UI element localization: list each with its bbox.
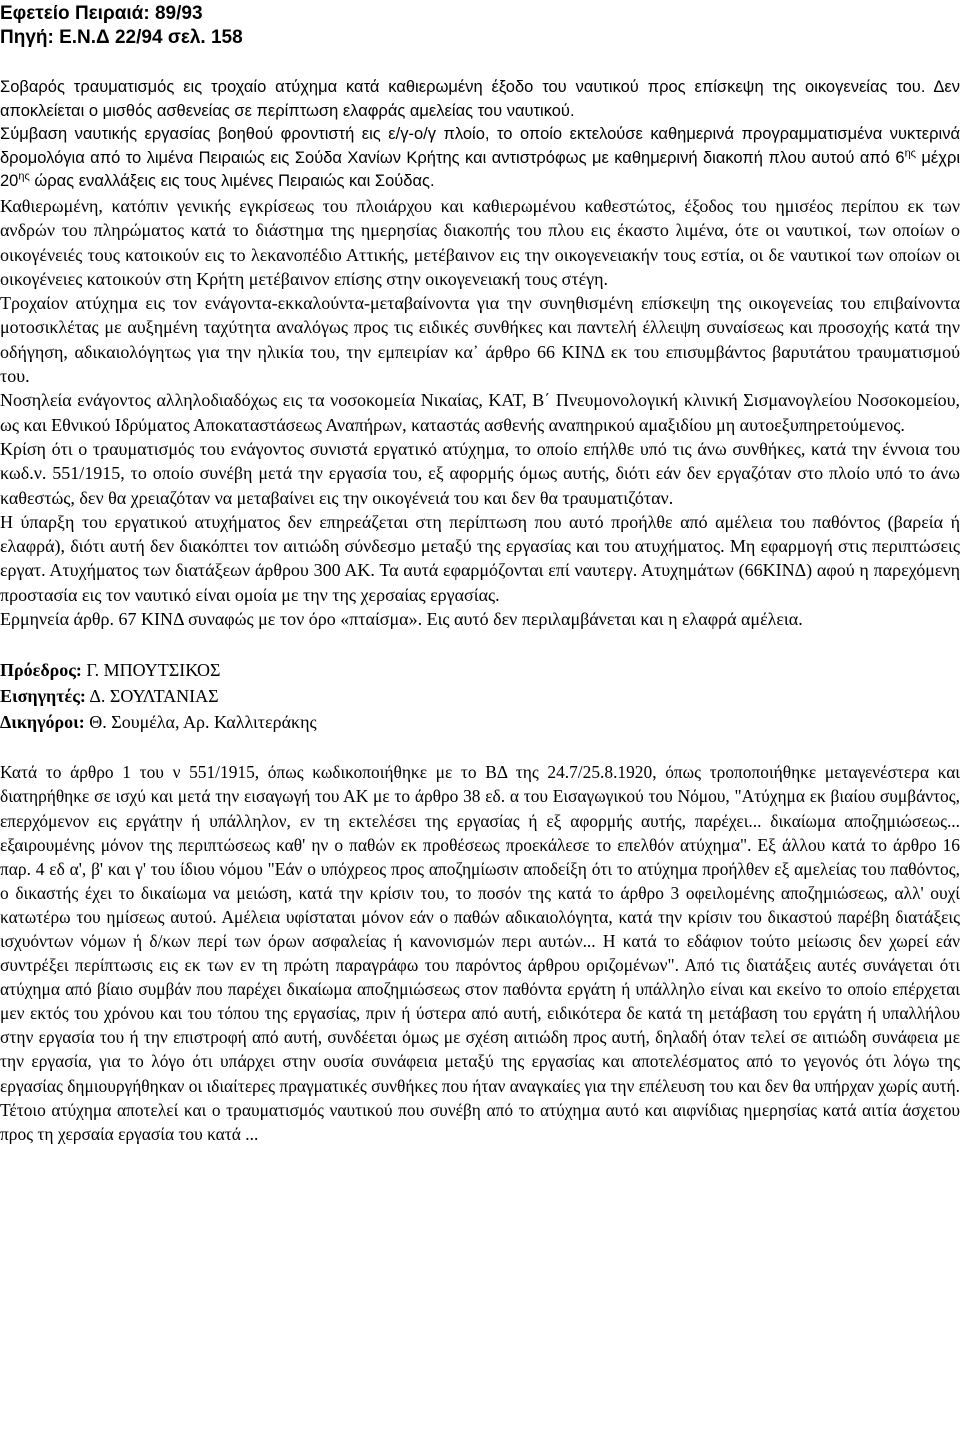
body-paragraph: Καθιερωμένη, κατόπιν γενικής εγκρίσεως του πλοιάρχου και καθιερωμένου καθεστώτος, έξοδος του ημισέος περίπου εκ των ανδρών του πληρώματος κατά το διάστημα της ημερησίας διακοπής του πλου εις έκαστο λιμένα, ότε οι ναυτικοί, των οποίων ο οικογένειές τους κατοικούν εις το λεκανοπέδιο Αττικής, μετέβαινον εις την οικογενειακήν τους εστία, οι δε ναυτικοί των οποίων οι οικογένειες κατοικούν στη Κρήτη μετέβαινον επίσης στην οικογενειακή τους στέγη. — [0, 195, 960, 289]
role-label: Δικηγόροι: — [0, 712, 85, 733]
president-line — [0, 657, 960, 683]
role-value: Θ. Σουμέλα, Αρ. Καλλιτεράκης — [84, 712, 317, 733]
role-value: Γ. ΜΠΟΥΤΣΙΚΟΣ — [81, 660, 221, 681]
role-value: Δ. ΣΟΥΛΤΑΝΙΑΣ — [85, 686, 219, 707]
summary-paragraph-2 — [0, 123, 960, 194]
court-reference: Εφετείο Πειραιά: 89/93 — [0, 3, 203, 24]
source-reference: Πηγή: Ε.Ν.Δ 22/94 σελ. 158 — [0, 27, 243, 48]
summary-text: ώρας εναλλάξεις εις τους λιμένες Πειραιώς και Σούδας. — [29, 172, 435, 191]
summary-text: μέχρι 20 — [0, 148, 960, 191]
body-paragraph: Η ύπαρξη του εργατικού ατυχήματος δεν επηρεάζεται στη περίπτωση που αυτό προήλθε από αμέλεια του παθόντος (βαρεία ή ελαφρά), διότι αυτή δεν διακόπτει τον αιτιώδη σύνδεσμο μεταξύ της εργασίας και του ατυχήματος. Μη εφαρμογή στις περιπτώσεις εργατ. Ατυχήματος των διατάξεων άρθρου 300 ΑΚ. Τα αυτά εφαρμόζονται επί ναυτεργ. Ατυχημάτων (66ΚΙΝΔ) αφού η παρεχόμενη προστασία εις τον ναυτικό είναι ομοία με την της χερσαίας εργασίας. — [0, 511, 960, 605]
body-paragraph: Νοσηλεία ενάγοντος αλληλοδιαδόχως εις τα νοσοκομεία Νικαίας, ΚΑΤ, Β΄ Πνευμονολογική κλινική Σισμανογλείου Νοσοκομείου, ως και Εθνικού Ιδρύματος Αποκαταστάσεως Αναπήρων, καταστάς ασθενής αναπηρικού αμαξιδίου μη αυτοεξυπηρετούμενος. — [0, 390, 960, 435]
decision-text: Κατά το άρθρο 1 του ν 551/1915, όπως κωδικοποιήθηκε με το ΒΔ της 24.7/25.8.1920, όπως τροποποιήθηκε μεταγενέστερα και διατηρήθηκε σε ισχύ και μετά την εισαγωγή του ΑΚ με το άρθρο 38 εδ. α του Εισαγωγικού του Νόμου, "Ατύχημα εκ βιαίου συμβάντος, επερχόμενον εις εργάτην ή υπάλληλον, εν τη εκτελέσει της εργασίας ή εξ αφορμής αυτής, παρέχει... δικαίωμα αποζημιώσεως... εξαιρουμένης μόνον της περιπτώσεως καθ' ην ο παθών εκ προθέσεως προεκάλεσε το επελθόν ατύχημα". Εξ άλλου κατά το άρθρο 16 παρ. 4 εδ α', β' και γ' του ίδιου νόμου "Εάν ο υπόχρεος προς αποζημίωσιν αποδείξη ότι το ατύχημα προήλθεν εξ αμελείας του παθόντος, ο δικαστής έχει το δικαίωμα να μειώση, κατά την κρίσιν του, το ποσόν της κατά το άρθρο 3 οφειλομένης αποζημιώσεως, αλλ' ουχί κατωτέρω του ημίσεως αυτού. Αμέλεια υφίσταται μόνον εάν ο παθών αδικαιολόγητα, κατά την κρίσιν του δικαστού παρέβη διατάξεις ισχυόντων νόμων ή δ/κων περί των όρων ασφαλείας ή κανονισμών περι αυτών... Η κατά το εδάφιον τούτο μείωσις δεν χωρεί εάν συντρέξει περίπτωσις εις εκ των εν τη πρώτη παραγράφω του παρόντος άρθρου οριζομένων". Από τις διατάξεις αυτές συνάγεται ότι ατύχημα από βίαιο συμβάν που παρέχει δικαίωμα αποζημιώσεως στον παθόντα εργάτη ή υπάλληλο είναι και εκείνο το οποίο επέρχεται μεν εκτός του χρόνου και του τόπου της εργασίας, πριν ή ύστερα από αυτή, ειδικότερα δε κατά τη μετάβαση του εργάτη ή υπαλλήλου στην εργασία του ή την επιστροφή από αυτή, συνδέεται όμως με σχέση αιτιώδη προς αυτή, δηλαδή όταν τελεί σε αιτιώδη συνάφεια με την εργασία, για το λόγο ότι υπάρχει στην ουσία συνάφεια μεταξύ της εργασίας και αποτελέσματος από το γεγονός ότι λόγω της εργασίας δημιουργήθηκαν οι ιδιαίτερες πραγματικές συνθήκες που ήταν αναγκαίες για την επέλευση του και δεν θα υπήρχαν χωρίς αυτή. Τέτοιο ατύχημα αποτελεί και ο τραυματισμός ναυτικού που συνέβη από το ατύχημα αυτό και αιφνίδιας ημερησίας κατά αιτία άσχετου προς τη χερσαία εργασία του κατά ... — [0, 762, 960, 1144]
role-label: Εισηγητές: — [0, 686, 86, 707]
spacer — [0, 631, 960, 657]
summary-text: Σύμβαση ναυτικής εργασίας βοηθού φροντιστή εις ε/γ-ο/γ πλοίο, το οποίο εκτελούσε καθημερινά προγραμματισμένα νυκτερινά δρομολόγια από το λιμένα Πειραιώς εις Σούδα Χανίων Κρήτης και αντιστρόφως με καθημερινή διακοπή πλου αυτού από 6 — [0, 125, 960, 167]
spacer — [0, 50, 960, 76]
role-label: Πρόεδρος: — [0, 660, 82, 681]
lawyers-line — [0, 709, 960, 735]
body-paragraph: Κρίση ότι ο τραυματισμός του ενάγοντος συνιστά εργατικό ατύχημα, το οποίο επήλθε υπό τις άνω συνθήκες, κατά την έννοια του κωδ.ν. 551/1915, το οποίο συνέβη μετά την εργασία του, εξ αφορμής όμως αυτής, διότι εάν δεν εργαζόταν στο πλοίο υπό το άνω καθεστώς, δεν θα χρειαζόταν να μεταβαίνει εις την οικογένειά του και δεν θα τραυματιζόταν. — [0, 438, 960, 508]
body-paragraph: Τροχαίον ατύχημα εις τον ενάγοντα-εκκαλούντα-μεταβαίνοντα για την συνηθισμένη επίσκεψη της οικογενείας του επιβαίνοντα μοτοσικλέτας με αυξημένη ταχύτητα αναλόγως προς τις ειδικές συνθήκες και παντελή έλλειψη συναίσεως και προσοχής κατά την οδήγηση, αδικαιολόγητως για την ηλικία του, την εμπειρίαν κα᾽ άρθρο 66 ΚΙΝΔ εκ του επισυμβάντος βαρυτάτου τραυματισμού του. — [0, 293, 960, 387]
ordinal-suffix: ης — [18, 170, 30, 183]
spacer — [0, 735, 960, 760]
rapporteur-line — [0, 683, 960, 709]
summary-paragraph-1: Σοβαρός τραυματισμός εις τροχαίο ατύχημα κατά καθιερωμένη έξοδο του ναυτικού προς επίσκεψη της οικογενείας του. Δεν αποκλείεται ο μισθός ασθενείας σε περίπτωση ελαφράς αμελείας του ναυτικού. — [0, 78, 960, 120]
body-paragraph: Ερμηνεία άρθρ. 67 ΚΙΝΔ συναφώς με τον όρο «πταίσμα». Εις αυτό δεν περιλαμβάνεται και η ελαφρά αμέλεια. — [0, 609, 803, 630]
ordinal-suffix: ης — [904, 147, 916, 160]
